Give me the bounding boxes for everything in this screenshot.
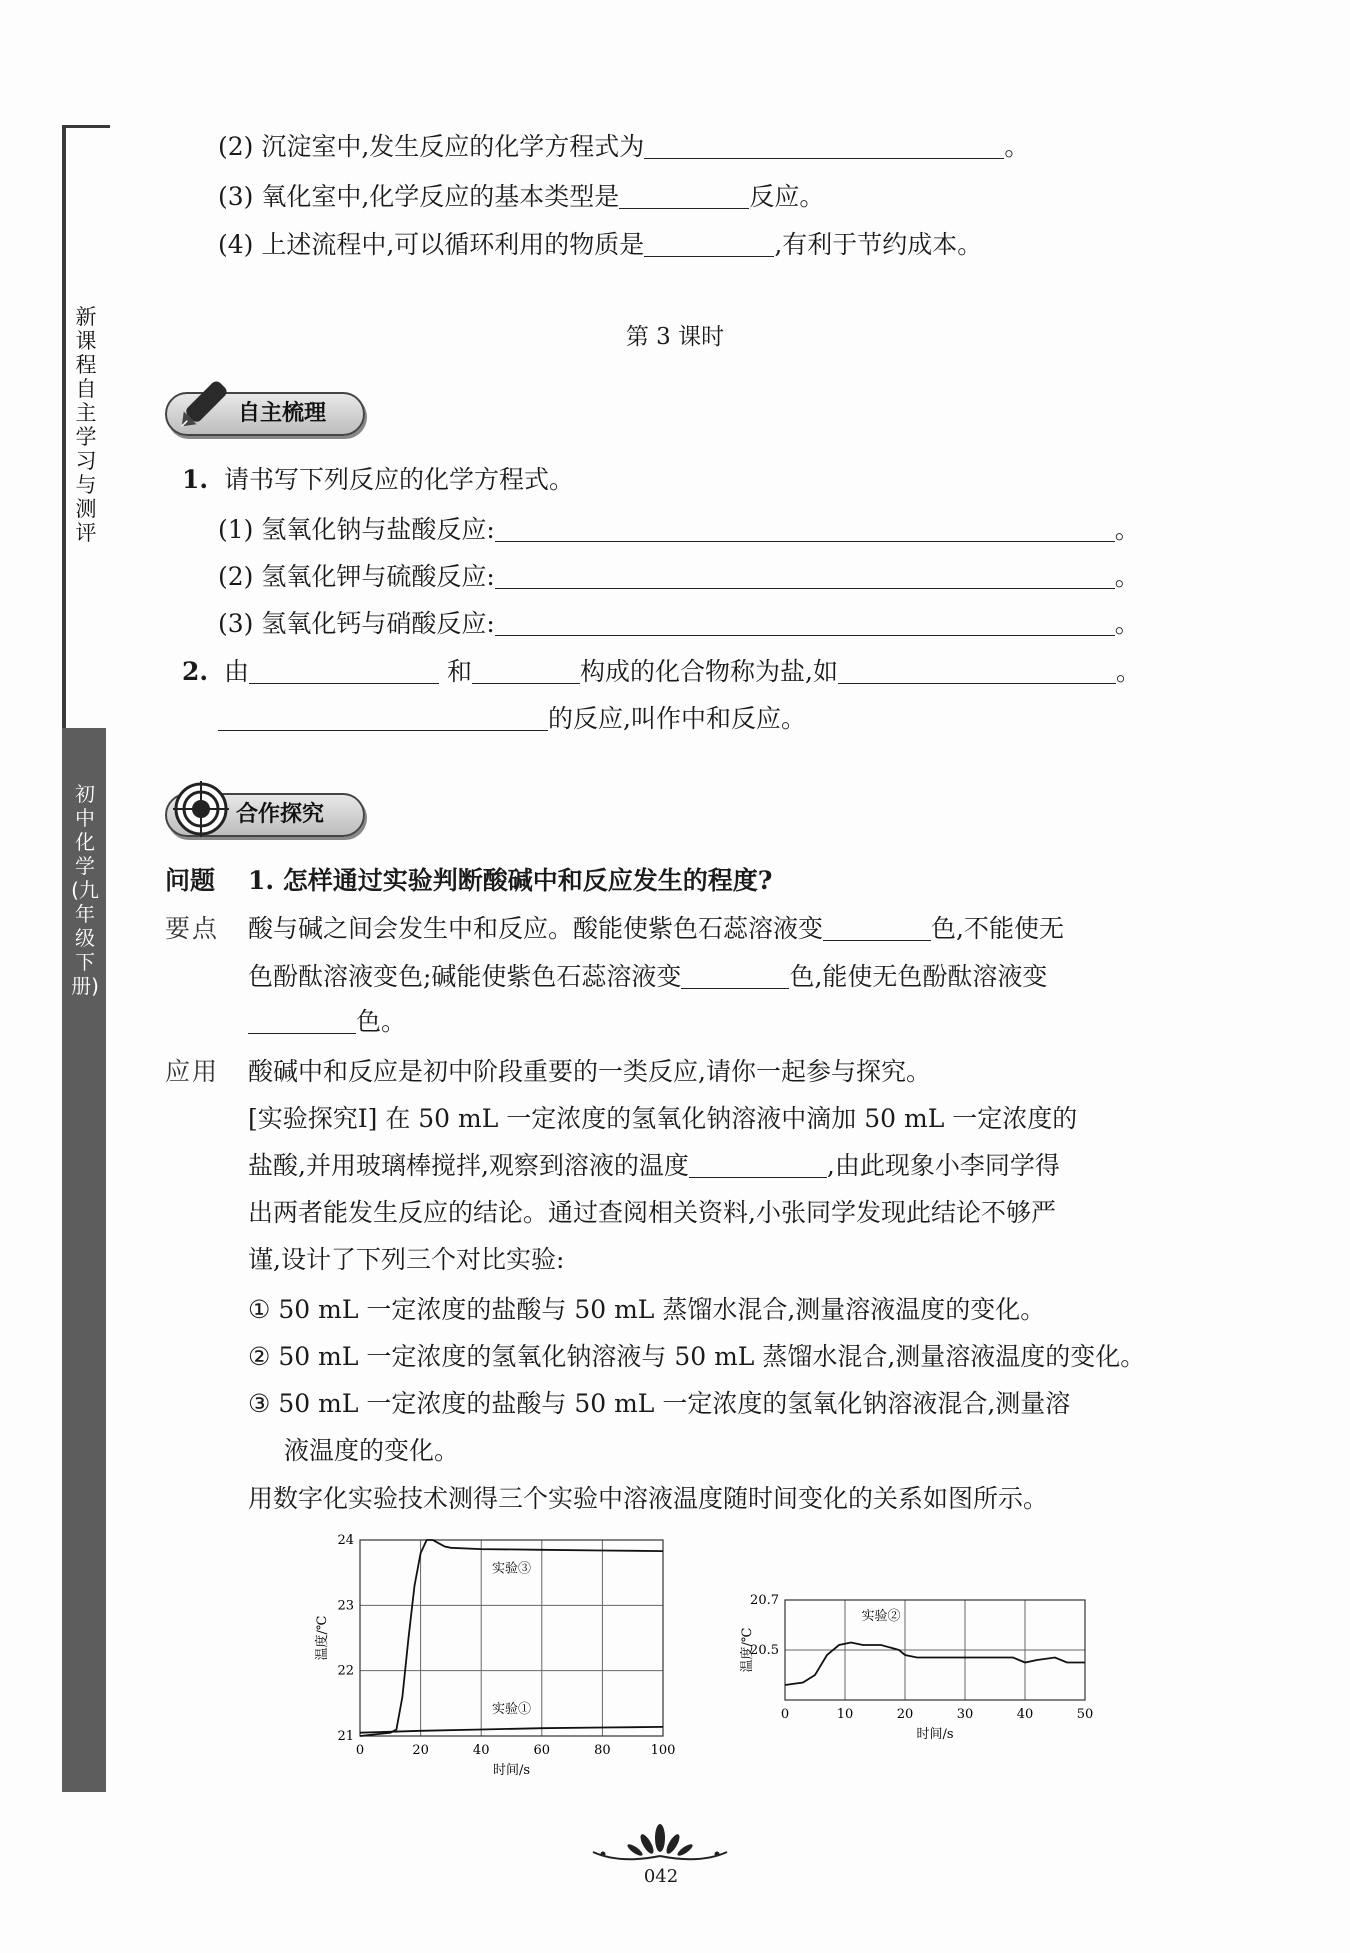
answer-blank[interactable] <box>619 182 749 209</box>
experiment-3: ③ 50 mL 一定浓度的盐酸与 50 mL 一定浓度的氢氧化钠溶液混合,测量溶 <box>248 1389 1071 1418</box>
question-text: 1. 怎样通过实验判断酸碱中和反应发生的程度? <box>248 866 773 895</box>
prev-question-4: (4) 上述流程中,可以循环利用的物质是 ,有利于节约成本。 <box>218 230 983 259</box>
y-axis-label: 温度/℃ <box>740 1627 755 1673</box>
y-tick-label: 23 <box>337 1598 354 1614</box>
x-tick-label: 40 <box>1016 1707 1034 1722</box>
temperature-chart-1 <box>310 1525 690 1795</box>
apply-line-3: 盐酸,并用玻璃棒搅拌,观察到溶液的温度 ,由此现象小李同学得 <box>248 1151 1060 1180</box>
answer-blank[interactable] <box>495 609 1115 636</box>
q1-sub-1: (1) 氢氧化钠与盐酸反应: 。 <box>218 515 1140 544</box>
pen-icon <box>170 372 240 434</box>
answer-blank[interactable] <box>495 562 1115 589</box>
answer-blank[interactable] <box>472 657 580 684</box>
x-tick-label: 20 <box>412 1743 429 1758</box>
experiment-1: ① 50 mL 一定浓度的盐酸与 50 mL 蒸馏水混合,测量溶液温度的变化。 <box>248 1295 1046 1324</box>
x-tick-label: 60 <box>533 1743 551 1758</box>
keypoint-line-1: 酸与碱之间会发生中和反应。酸能使紫色石蕊溶液变 色,不能使无 <box>248 914 1064 943</box>
answer-blank[interactable] <box>823 914 931 941</box>
apply-last-line: 用数字化实验技术测得三个实验中溶液温度随时间变化的关系如图所示。 <box>248 1484 1049 1513</box>
experiment-2: ② 50 mL 一定浓度的氢氧化钠溶液与 50 mL 蒸馏水混合,测量溶液温度的变化。 <box>248 1342 1146 1371</box>
answer-blank[interactable] <box>681 962 789 989</box>
y-tick-label: 20.5 <box>750 1643 779 1658</box>
coop-label: 合作探究 <box>236 802 325 827</box>
answer-blank[interactable] <box>248 1007 356 1034</box>
x-tick-label: 0 <box>780 1707 790 1722</box>
x-tick-label: 50 <box>1076 1707 1094 1722</box>
answer-blank[interactable] <box>838 657 1116 684</box>
x-tick-label: 0 <box>355 1743 365 1758</box>
answer-blank[interactable] <box>644 132 1004 159</box>
self-study-q2-line2: 的反应,叫作中和反应。 <box>218 702 806 736</box>
answer-blank[interactable] <box>689 1151 827 1178</box>
x-tick-label: 10 <box>836 1707 854 1722</box>
book-subject: 初中化学(九年级下册) <box>71 782 99 998</box>
apply-line-2: [实验探究Ⅰ] 在 50 mL 一定浓度的氢氧化钠溶液中滴加 50 mL 一定浓度的 <box>248 1104 1078 1133</box>
apply-line-4: 出两者能发生反应的结论。通过查阅相关资料,小张同学发现此结论不够严 <box>248 1198 1056 1227</box>
experiment-3-cont: 液温度的变化。 <box>284 1436 460 1465</box>
y-tick-label: 24 <box>337 1533 354 1548</box>
keypoint-tag: 要点 <box>165 914 220 943</box>
series-label: 实验① <box>491 1702 532 1718</box>
target-icon <box>172 780 230 838</box>
answer-blank[interactable] <box>495 515 1115 542</box>
answer-blank[interactable] <box>249 657 439 684</box>
x-tick-label: 100 <box>650 1743 676 1758</box>
temperature-chart-2 <box>740 1585 1100 1745</box>
question-tag: 问题 <box>165 866 216 895</box>
y-tick-label: 21 <box>337 1729 354 1744</box>
self-study-q1: 1. 请书写下列反应的化学方程式。 <box>182 465 575 494</box>
self-study-q2: 2. 由 和 构成的化合物称为盐,如 。 <box>182 657 1141 686</box>
q1-sub-2: (2) 氢氧化钾与硫酸反应: 。 <box>218 562 1140 591</box>
self-study-label: 自主梳理 <box>238 401 327 426</box>
q1-sub-3: (3) 氢氧化钙与硝酸反应: 。 <box>218 609 1140 638</box>
y-tick-label: 22 <box>337 1663 354 1679</box>
prev-question-3: (3) 氧化室中,化学反应的基本类型是 反应。 <box>218 182 825 211</box>
x-tick-label: 20 <box>896 1707 914 1722</box>
y-tick-label: 20.7 <box>750 1593 779 1608</box>
answer-blank[interactable] <box>218 704 548 731</box>
lesson-title: 第 3 课时 <box>625 324 725 350</box>
series-label: 实验② <box>861 1609 901 1624</box>
prev-question-2: (2) 沉淀室中,发生反应的化学方程式为 。 <box>218 132 1030 161</box>
y-axis-label: 温度/℃ <box>315 1615 330 1661</box>
apply-tag: 应用 <box>165 1057 220 1086</box>
x-tick-label: 80 <box>594 1743 611 1758</box>
apply-line-5: 谨,设计了下列三个对比实验: <box>248 1245 565 1274</box>
apply-line-1: 酸碱中和反应是初中阶段重要的一类反应,请你一起参与探究。 <box>248 1057 931 1086</box>
series-line <box>360 1727 663 1733</box>
answer-blank[interactable] <box>644 230 774 257</box>
series-line <box>785 1643 1085 1686</box>
x-axis-label: 时间/s <box>492 1763 531 1778</box>
x-axis-label: 时间/s <box>916 1727 954 1742</box>
series-label: 实验③ <box>491 1561 532 1577</box>
series-title: 新课程自主学习与测评 <box>75 305 97 545</box>
page-number: 042 <box>643 1866 679 1887</box>
x-tick-label: 40 <box>472 1743 490 1758</box>
keypoint-line-2: 色酚酞溶液变色;碱能使紫色石蕊溶液变 色,能使无色酚酞溶液变 <box>248 962 1048 991</box>
x-tick-label: 30 <box>956 1707 974 1722</box>
flourish-ornament <box>585 1820 735 1870</box>
keypoint-line-3: 色。 <box>248 1005 406 1039</box>
